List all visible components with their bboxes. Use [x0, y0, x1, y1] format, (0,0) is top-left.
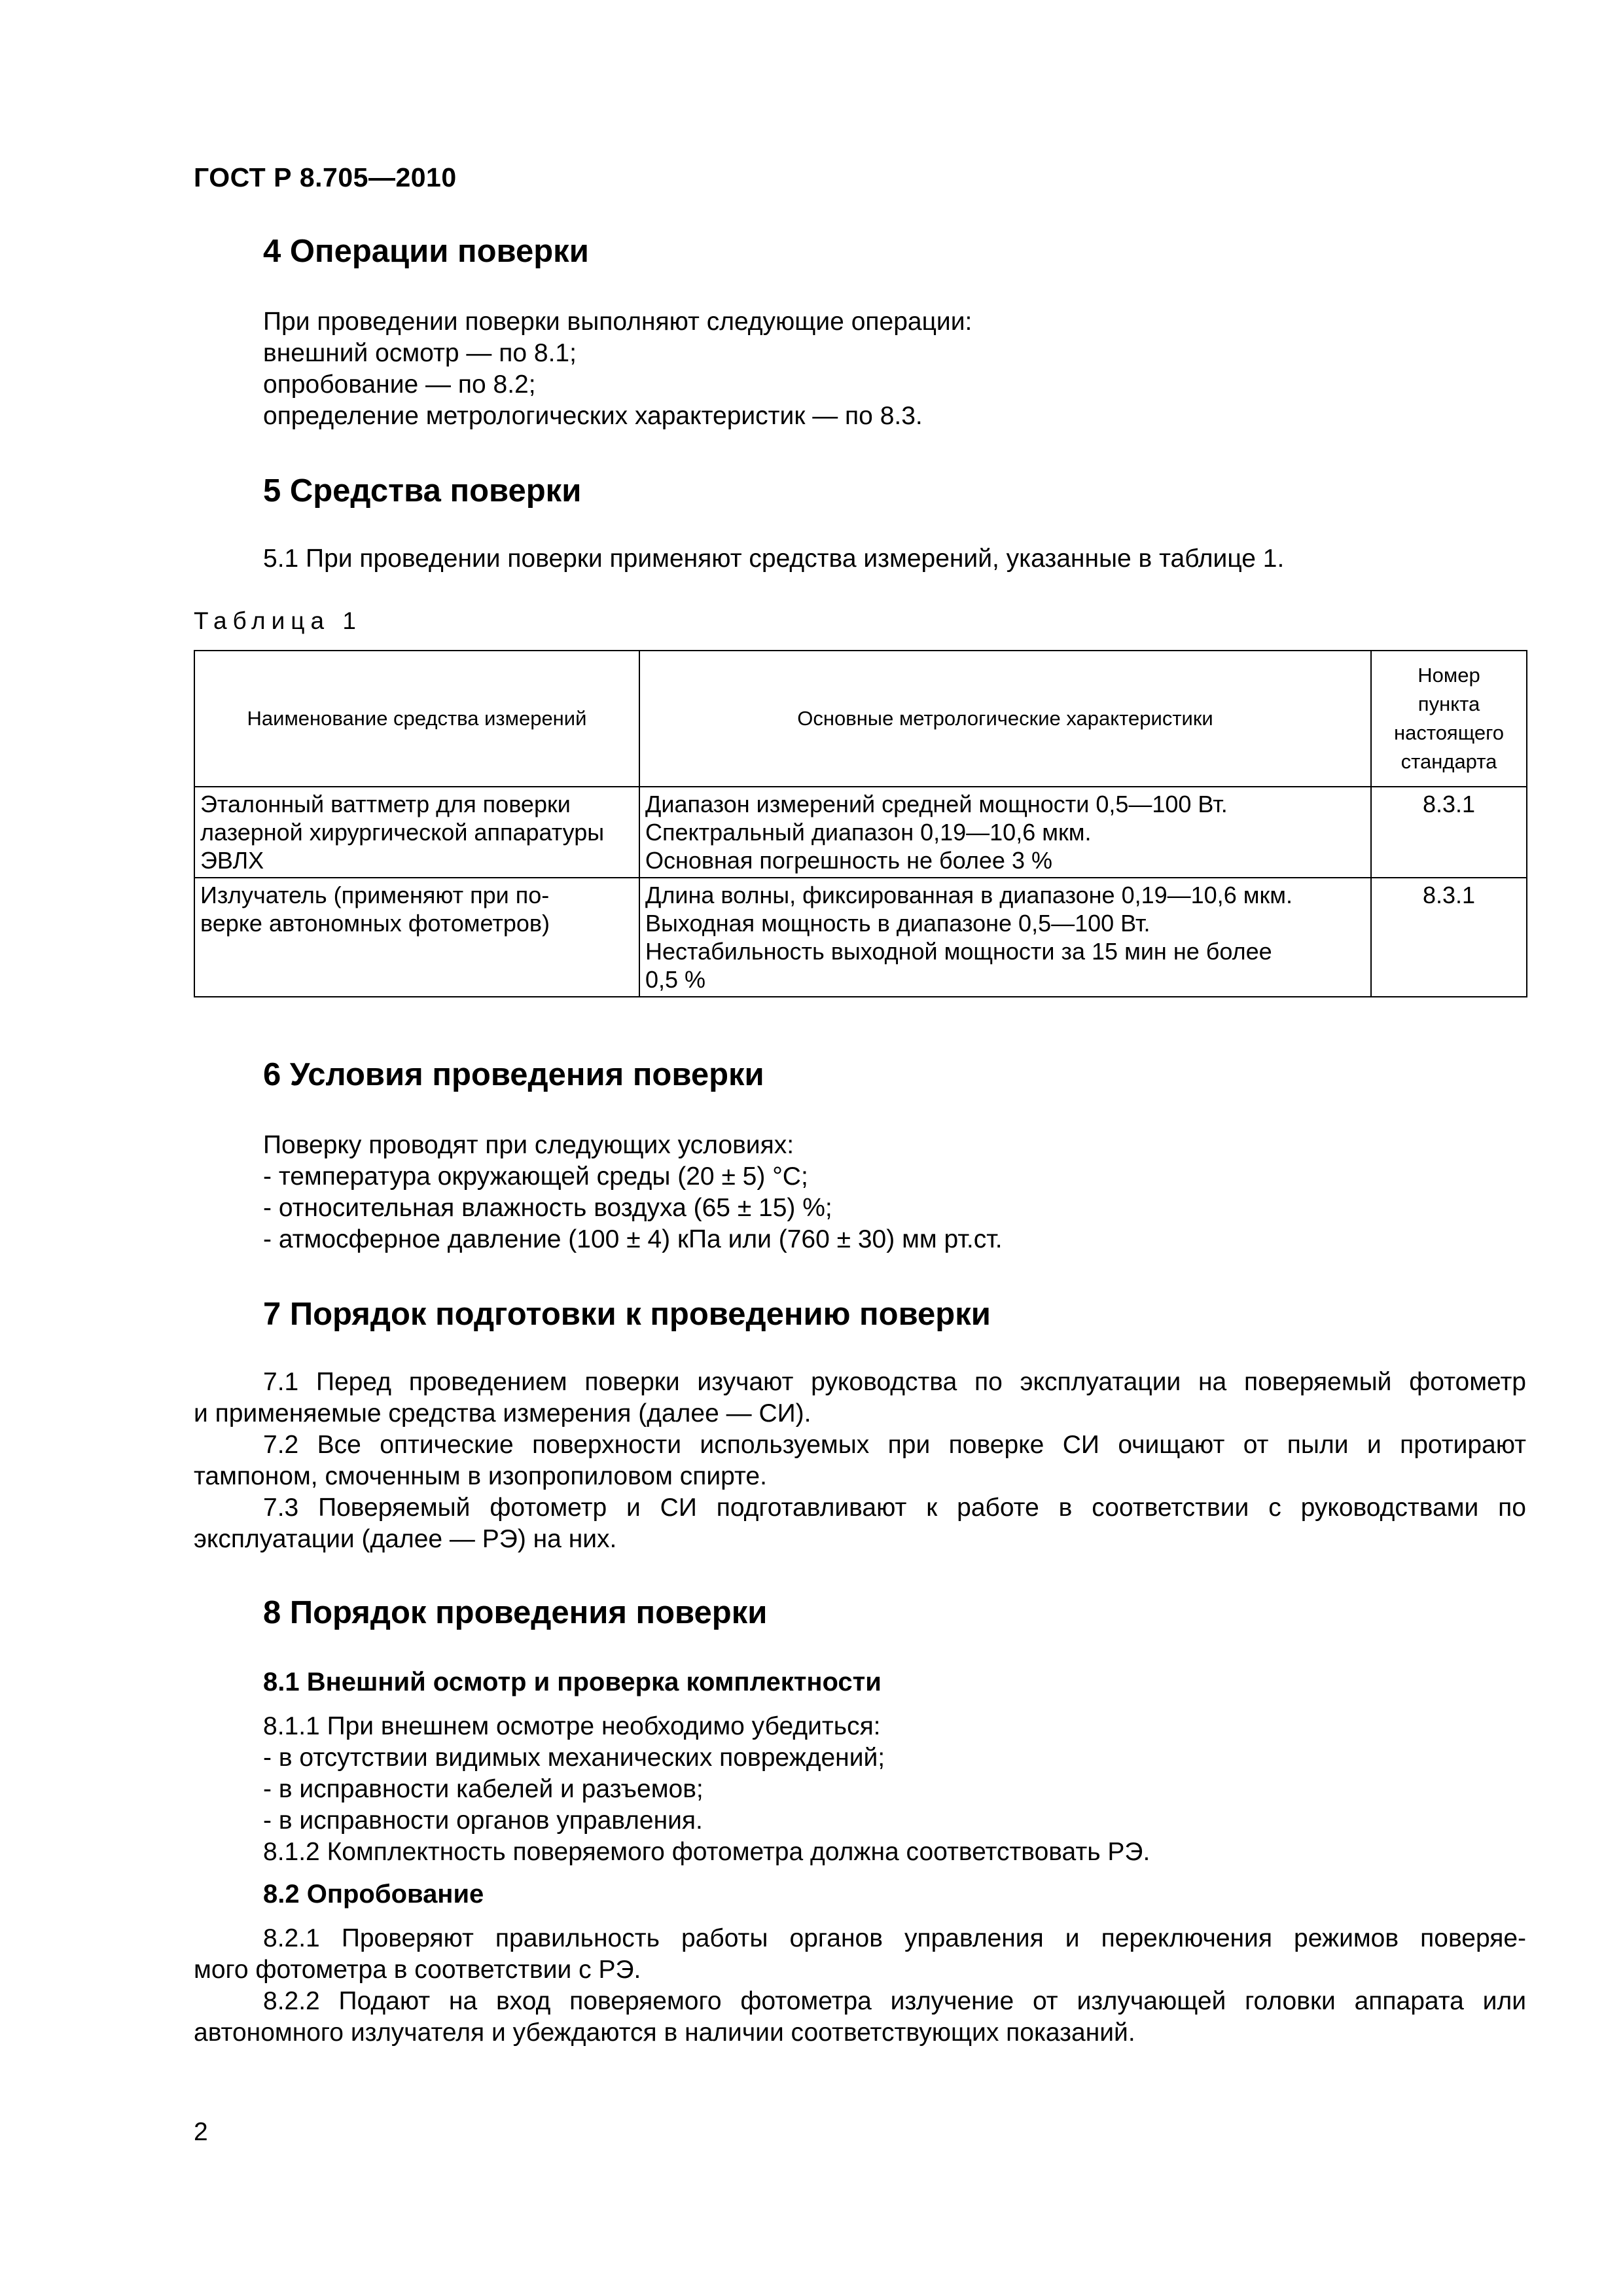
section-6-line: - температура окружающей среды (20 ± 5) °С; [263, 1162, 808, 1191]
section-6-line: - относительная влажность воздуха (65 ± 15) %; [263, 1194, 832, 1222]
subsection-8-2-paragraph: 8.2.2 Подают на вход поверяемого фотометра излучение от излучающей головки аппарата или [263, 1987, 1526, 2015]
measurement-instruments-table [194, 650, 1527, 997]
table-row [194, 787, 1527, 878]
table-caption: Таблица 1 [194, 607, 362, 634]
section-8-title: 8 Порядок проведения поверки [263, 1595, 768, 1630]
section-7-title: 7 Порядок подготовки к проведению поверки [263, 1297, 991, 1332]
subsection-8-2-paragraph: автономного излучателя и убеждаются в наличии соответствующих показаний. [194, 2018, 1135, 2047]
section-5-paragraph: 5.1 При проведении поверки применяют средства измерений, указанные в таблице 1. [263, 545, 1285, 573]
section-7-paragraph: и применяемые средства измерения (далее — СИ). [194, 1399, 812, 1427]
section-4-line: опробование — по 8.2; [263, 370, 536, 399]
section-7-paragraph: 7.3 Поверяемый фотометр и СИ подготавливают к работе в соответствии с руководствами по [263, 1494, 1526, 1522]
table-header-row [194, 651, 1527, 787]
subsection-8-1-line: - в отсутствии видимых механических повреждений; [263, 1744, 885, 1772]
subsection-8-2-paragraph: мого фотометра в соответствии с РЭ. [194, 1956, 641, 1984]
section-4-line: внешний осмотр — по 8.1; [263, 339, 577, 367]
section-4-line: определение метрологических характеристик — по 8.3. [263, 402, 923, 430]
section-5-title: 5 Средства поверки [263, 473, 582, 509]
table-cell-clause: 8.3.1 [1371, 787, 1527, 878]
section-6-line: - атмосферное давление (100 ± 4) кПа или (760 ± 30) мм рт.ст. [263, 1225, 1003, 1253]
subsection-8-2-title: 8.2 Опробование [263, 1880, 484, 1909]
table-header-cell: Наименование средства измерений [194, 651, 639, 787]
section-7-paragraph: 7.2 Все оптические поверхности используемых при поверке СИ очищают от пыли и протирают [263, 1431, 1526, 1459]
section-4-line: При проведении поверки выполняют следующие операции: [263, 308, 972, 336]
subsection-8-1-line: - в исправности органов управления. [263, 1806, 703, 1835]
section-7-paragraph: тампоном, смоченным в изопропиловом спирте. [194, 1462, 767, 1490]
subsection-8-2-paragraph: 8.2.1 Проверяют правильность работы органов управления и переключения режимов поверяе- [263, 1924, 1526, 1952]
document-code: ГОСТ Р 8.705—2010 [194, 162, 457, 192]
section-6-line: Поверку проводят при следующих условиях: [263, 1131, 794, 1159]
table-cell-characteristics: Диапазон измерений средней мощности 0,5—100 Вт. Спектральный диапазон 0,19—10,6 мкм. Основная погрешность не более 3 % [639, 787, 1371, 878]
table-cell-characteristics: Длина волны, фиксированная в диапазоне 0,19—10,6 мкм. Выходная мощность в диапазоне 0,5—100 Вт. Нестабильность выходной мощности за 15 мин не более 0,5 % [639, 878, 1371, 997]
table-cell-name: Эталонный ваттметр для поверки лазерной хирургической аппаратуры ЭВЛХ [194, 787, 639, 878]
subsection-8-1-line: 8.1.2 Комплектность поверяемого фотометра должна соответствовать РЭ. [263, 1838, 1150, 1866]
table-header-cell: Основные метрологические характеристики [639, 651, 1371, 787]
section-7-paragraph: 7.1 Перед проведением поверки изучают руководства по эксплуатации на поверяемый фотометр [263, 1368, 1526, 1396]
section-4-title: 4 Операции поверки [263, 234, 589, 269]
table-header-cell: Номер пункта настоящего стандарта [1371, 651, 1527, 787]
table-row [194, 878, 1527, 997]
section-7-paragraph: эксплуатации (далее — РЭ) на них. [194, 1525, 617, 1553]
subsection-8-1-title: 8.1 Внешний осмотр и проверка комплектности [263, 1668, 882, 1696]
page-number: 2 [194, 2118, 208, 2146]
subsection-8-1-line: 8.1.1 При внешнем осмотре необходимо убедиться: [263, 1712, 881, 1740]
table-cell-name: Излучатель (применяют при по- верке автономных фотометров) [194, 878, 639, 997]
section-6-title: 6 Условия проведения поверки [263, 1057, 764, 1092]
table-cell-clause: 8.3.1 [1371, 878, 1527, 997]
subsection-8-1-line: - в исправности кабелей и разъемов; [263, 1775, 704, 1803]
